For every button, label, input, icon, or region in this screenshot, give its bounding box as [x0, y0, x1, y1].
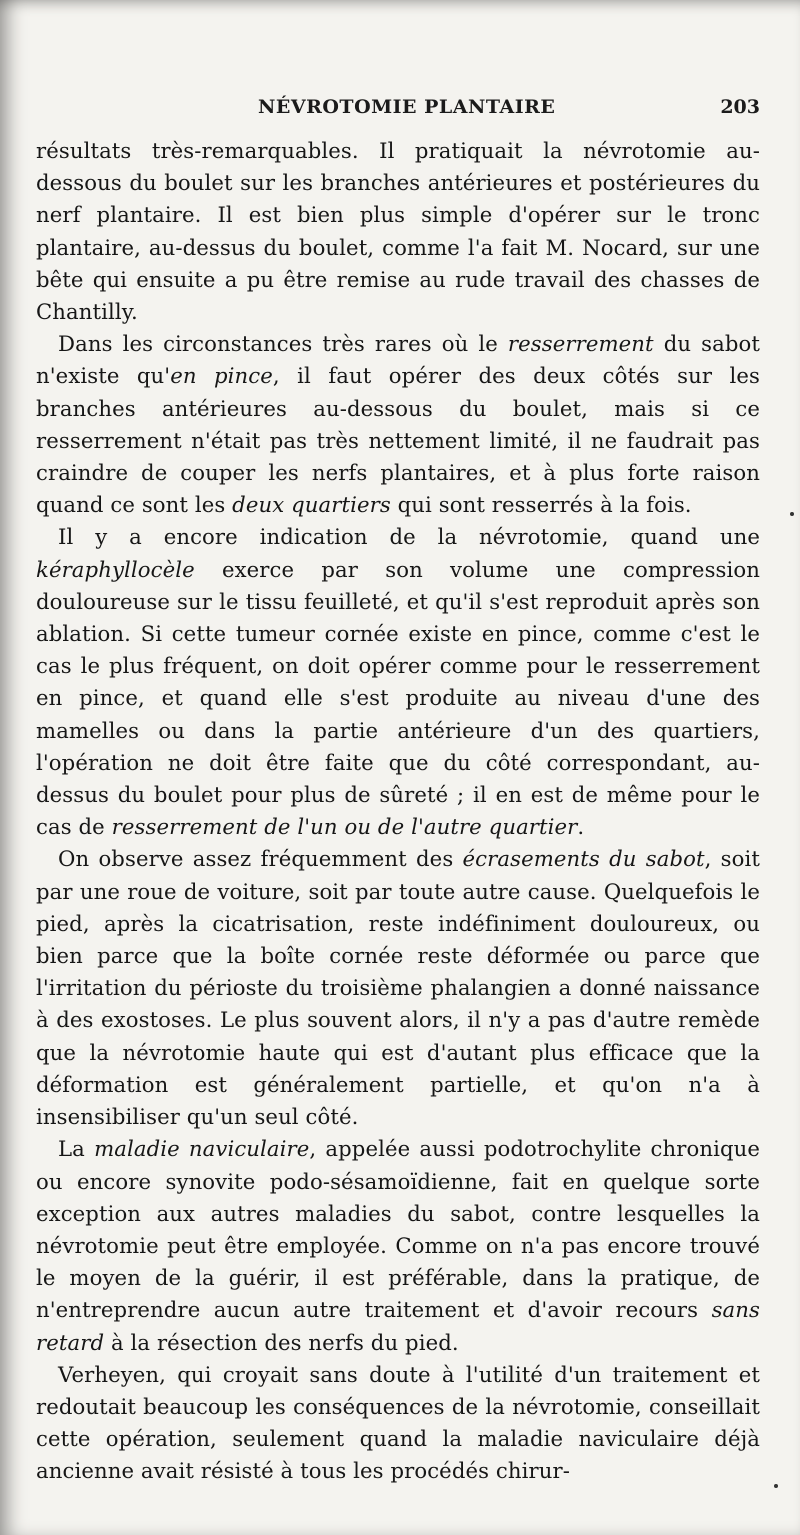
italic-term: écrasements du sabot	[462, 846, 705, 872]
text-segment: exerce par son volume une compression douloureuse sur le tissu feuilleté, et qu'il s'est reproduit après son ablation. Si cette tumeur cornée existe en pince, comme c'est le cas le plus fréquent, on doit opérer comme pour le resserrement en pince, et quand elle s'est produite au niveau d'une des mamelles ou dans la partie antérieure d'un des quartiers, l'opération ne doit être faite que du côté correspondant, au-dessus du boulet pour plus de sûreté ; il en est de même pour le cas de	[36, 556, 760, 840]
italic-term: deux quartiers	[232, 492, 391, 518]
paragraph-4	[36, 843, 760, 1133]
paragraph-1	[36, 135, 760, 328]
text-segment: .	[577, 814, 585, 840]
text-segment: La	[58, 1136, 95, 1162]
text-segment: , soit par une roue de voiture, soit par toute autre cause. Quelquefois le pied, après la cicatrisation, reste indéfiniment douloureux, ou bien parce que la boîte cornée reste déformée ou parce que l'irritation du périoste du troisième phalangien a donné naissance à des exostoses. Le plus souvent alors, il n'y a pas d'autre remède que la névrotomie haute qui est d'autant plus efficace que la déformation est généralement partielle, et qu'on n'a à insensibiliser qu'un seul côté.	[36, 846, 760, 1130]
page-number: 203	[720, 96, 760, 118]
text-segment: On observe assez fréquemment des	[58, 846, 463, 872]
text-segment: Dans les circonstances très rares où le	[58, 331, 508, 357]
italic-term: en pince	[170, 363, 273, 389]
italic-term: maladie naviculaire	[94, 1136, 310, 1162]
paragraph-6	[36, 1359, 760, 1488]
paragraph-5	[36, 1133, 760, 1358]
text-segment: Il y a encore indication de la névrotomie, quand une	[58, 524, 760, 550]
page-header	[48, 96, 760, 120]
italic-term: kéraphyllocèle	[36, 556, 195, 582]
text-segment: résultats très-remarquables. Il pratiquait la névrotomie au-dessous du boulet sur les branches antérieures et postérieures du nerf plantaire. Il est bien plus simple d'opérer sur le tronc plantaire, au-dessus du boulet, comme l'a fait M. Nocard, sur une bête qui ensuite a pu être remise au rude travail des chasses de Chantilly.	[36, 138, 760, 325]
running-title: NÉVROTOMIE PLANTAIRE	[258, 96, 556, 118]
italic-term: resserrement	[507, 331, 654, 357]
text-segment: qui sont resserrés à la fois.	[390, 492, 692, 518]
text-segment: à la résection des nerfs du pied.	[104, 1329, 459, 1355]
text-segment: du sabot n'existe qu'	[36, 331, 760, 389]
body-text	[36, 135, 760, 1488]
paragraph-3	[36, 521, 760, 843]
text-segment: Verheyen, qui croyait sans doute à l'utilité d'un traitement et redoutait beaucoup les conséquences de la névrotomie, conseillait cette opération, seulement quand la maladie naviculaire déjà ancienne avait résisté à tous les procédés chirur-	[36, 1361, 760, 1484]
text-segment: , il faut opérer des deux côtés sur les branches antérieures au-dessous du boulet, mais si ce resserrement n'était pas très nettement limité, il ne faudrait pas craindre de couper les nerfs plantaires, et à plus forte raison quand ce sont les	[36, 363, 760, 518]
margin-speck	[774, 1484, 778, 1488]
italic-term: resserrement de l'un ou de l'autre quartier	[111, 814, 578, 840]
margin-speck	[790, 512, 794, 516]
text-segment: , appelée aussi podotrochylite chronique ou encore synovite podo-sésamoïdienne, fait en quelque sorte exception aux autres maladies du sabot, contre lesquelles la névrotomie peut être employée. Comme on n'a pas encore trouvé le moyen de la guérir, il est préférable, dans la pratique, de n'entreprendre aucun autre traitement et d'avoir recours	[36, 1136, 760, 1323]
italic-term: sans retard	[36, 1297, 760, 1355]
paragraph-2	[36, 328, 760, 521]
